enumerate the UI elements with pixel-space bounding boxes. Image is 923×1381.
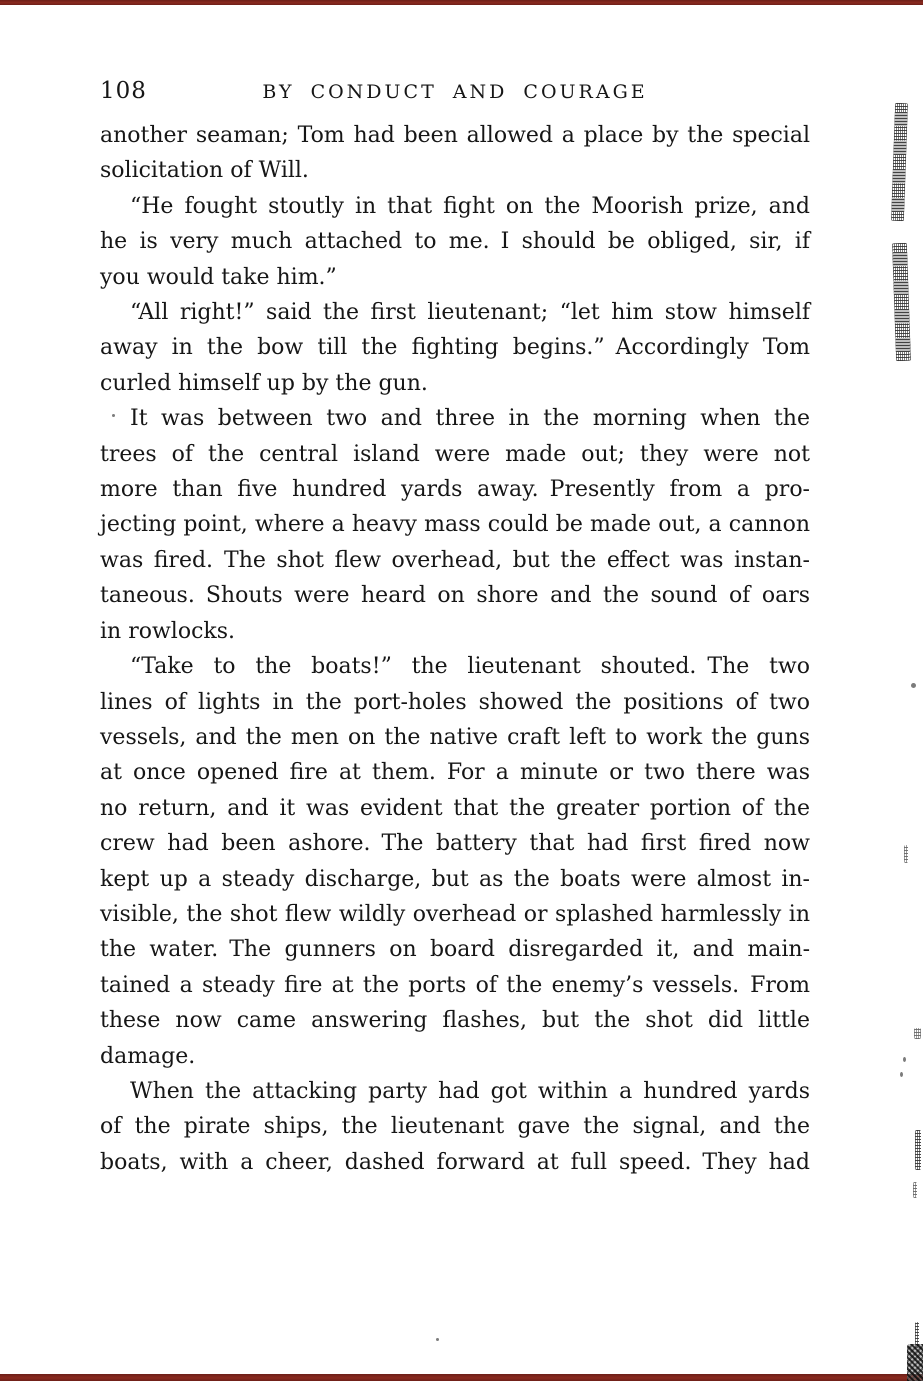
scan-artifact [907, 1344, 923, 1381]
text-line: trees of the central island were made out; they were not [100, 441, 810, 467]
text-line: boats, with a cheer, dashed forward at full speed. They had [100, 1149, 810, 1175]
scan-artifact [903, 1057, 906, 1062]
scan-artifact [891, 103, 908, 221]
scan-artifact [914, 1028, 921, 1039]
scan-edge-bottom [0, 1374, 923, 1381]
text-line: in rowlocks. [100, 618, 236, 644]
scan-edge-top [0, 0, 923, 5]
scan-artifact [900, 1072, 903, 1077]
text-line: vessels, and the men on the native craft left to work the guns [100, 724, 810, 750]
scan-artifact [913, 1182, 917, 1198]
text-line: the water. The gunners on board disregarded it, and main- [100, 937, 810, 963]
text-line: away in the bow till the fighting begins.” Accordingly Tom [100, 335, 810, 361]
text-line: “Take to the boats!” the lieutenant shouted. The two [130, 654, 810, 680]
page-title: BY CONDUCT AND COURAGE [262, 81, 648, 103]
text-line: crew had been ashore. The battery that had first fired now [100, 831, 810, 857]
scan-artifact [904, 845, 908, 863]
text-line: “He fought stoutly in that fight on the Moorish prize, and [130, 193, 810, 219]
text-line: kept up a steady discharge, but as the boats were almost in- [100, 866, 810, 892]
text-line: solicitation of Will. [100, 158, 309, 184]
text-line: curled himself up by the gun. [100, 370, 428, 396]
scan-artifact [112, 414, 115, 417]
text-line: lines of lights in the port-holes showed the positions of two [100, 689, 810, 715]
text-line: more than five hundred yards away. Presently from a pro- [100, 477, 810, 503]
text-line: no return, and it was evident that the greater portion of the [100, 795, 810, 821]
text-line: of the pirate ships, the lieutenant gave the signal, and the [100, 1114, 810, 1140]
text-line: these now came answering flashes, but the shot did little [100, 1008, 810, 1034]
page-number: 108 [100, 78, 147, 104]
text-line: he is very much attached to me. I should be obliged, sir, if [100, 229, 810, 255]
text-line: “All right!” said the first lieutenant; “let him stow himself [130, 300, 810, 326]
text-line: taneous. Shouts were heard on shore and the sound of oars [100, 583, 810, 609]
page-text [100, 118, 810, 1180]
scan-artifact [436, 1338, 439, 1341]
text-line: It was between two and three in the morning when the [130, 406, 810, 432]
text-line: jecting point, where a heavy mass could be made out, a cannon [100, 512, 810, 538]
text-line: visible, the shot flew wildly overhead or splashed harmlessly in [100, 901, 810, 927]
text-line: tained a steady fire at the ports of the enemy’s vessels. From [100, 972, 810, 998]
text-line: another seaman; Tom had been allowed a place by the special [100, 123, 810, 148]
text-line: was fired. The shot flew overhead, but the effect was instan- [100, 547, 810, 573]
scan-artifact [911, 683, 916, 688]
scan-artifact [892, 243, 911, 361]
text-line: at once opened fire at them. For a minute or two there was [100, 760, 810, 786]
text-line: damage. [100, 1043, 196, 1069]
text-line: you would take him.” [100, 264, 337, 290]
scan-artifact [915, 1130, 921, 1170]
text-line: When the attacking party had got within a hundred yards [130, 1078, 810, 1104]
running-head [100, 76, 810, 106]
